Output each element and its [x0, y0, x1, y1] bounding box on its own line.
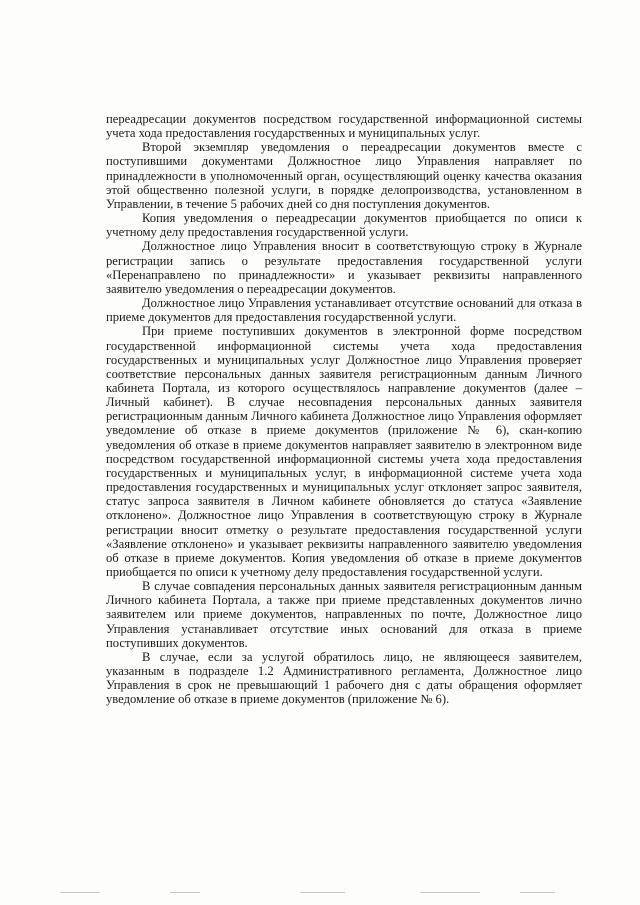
scan-artifacts: [0, 875, 640, 905]
paragraph-no-grounds: Должностное лицо Управления устанавливает отсутствие оснований для отказа в приеме документов для предоставления государственной услуги.: [106, 296, 582, 325]
paragraph-continuation: переадресации документов посредством государственной информационной системы учета хода предоставления государственных и муниципальных услуг.: [106, 112, 582, 141]
scan-line: [420, 892, 480, 893]
scan-line: [520, 892, 555, 893]
scan-line: [60, 892, 100, 893]
paragraph-second-copy: Второй экземпляр уведомления о переадресации документов вместе с поступившими документами Должностное лицо Управления направляет по принадлежности в уполномоченный орган, осуществляющий оценку качества оказания этой общественно полезной услуги, в порядке делопроизводства, установленном в Управлении, в течение 5 рабочих дней со дня поступления документов.: [106, 140, 582, 211]
paragraph-electronic-intake: При приеме поступивших документов в электронной форме посредством государственной информационной системы учета хода предоставления государственных и муниципальных услуг Должностное лицо Управления проверяет соответствие персональных данных заявителя регистрационным данным Личного кабинета Портала, из которого осуществлялось направление документов (далее – Личный кабинет). В случае несовпадения персональных данных заявителя регистрационным данным Личного кабинета Должностное лицо Управления оформляет уведомление об отказе в приеме документов (приложение № 6), скан-копию уведомления об отказе в приеме документов направляет заявителю в электронном виде посредством государственной информационной системы учета хода предоставления государственных и муниципальных услуг, в информационной системе учета хода предоставления государственных и муниципальных услуг отклоняет запрос заявителя, статус запроса заявителя в Личном кабинете обновляется до статуса «Заявление отклонено». Должностное лицо Управления в соответствующую строку в Журнале регистрации вносит отметку о результате предоставления государственной услуги «Заявление отклонено» и указывает реквизиты направленного заявителю уведомления об отказе в приеме документов. Копия уведомления об отказе в приеме документов приобщается по описи к учетному делу предоставления государственной услуги.: [106, 324, 582, 579]
paragraph-journal-entry: Должностное лицо Управления вносит в соответствующую строку в Журнале регистрации запись о результате предоставления государственной услуги «Перенаправлено по принадлежности» и указывает реквизиты направленного заявителю уведомления о переадресации документов.: [106, 239, 582, 296]
document-body: [106, 112, 582, 707]
scan-line: [170, 892, 200, 893]
scan-line: [300, 892, 345, 893]
paragraph-copy-attached: Копия уведомления о переадресации документов приобщается по описи к учетному делу предоставления государственной услуги.: [106, 211, 582, 240]
paragraph-non-applicant: В случае, если за услугой обратилось лицо, не являющееся заявителем, указанным в подразделе 1.2 Административного регламента, Должностное лицо Управления в срок не превышающий 1 рабочего дня с даты обращения оформляет уведомление об отказе в приеме документов (приложение № 6).: [106, 649, 582, 707]
paragraph-data-match: В случае совпадения персональных данных заявителя регистрационным данным Личного кабинета Портала, а также при приеме представленных документов лично заявителем или приеме документов, направленных по почте, Должностное лицо Управления устанавливает отсутствие иных оснований для отказа в приеме поступивших документов.: [106, 579, 582, 650]
